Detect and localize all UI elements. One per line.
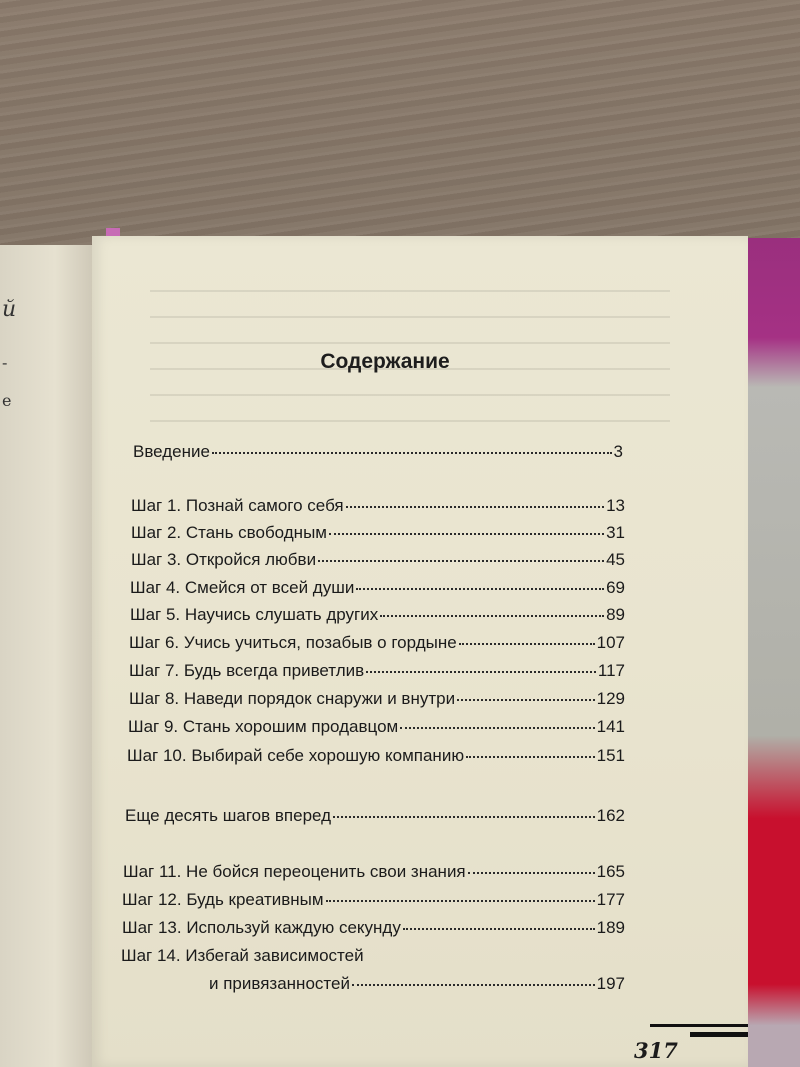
toc-leader-dots	[468, 872, 595, 874]
toc-entry-intro	[133, 442, 623, 462]
toc-leader-dots	[212, 452, 612, 454]
toc-leader-dots	[400, 727, 594, 729]
left-page-fragment: е	[2, 391, 12, 410]
toc-entry-page: 165	[596, 862, 625, 881]
toc-entry	[122, 890, 625, 910]
toc-leader-dots	[403, 928, 595, 930]
toc-entry-page: 89	[606, 605, 625, 624]
toc-entry-page: 141	[596, 717, 625, 736]
toc-entry	[130, 578, 625, 598]
toc-entry-label: Шаг 5. Научись слушать других	[130, 605, 379, 624]
toc-entry-label: Шаг 11. Не бойся переоценить свои знания	[123, 862, 466, 881]
toc-leader-dots	[329, 533, 604, 535]
toc-entry-label: Шаг 9. Стань хорошим продавцом	[128, 717, 399, 736]
toc-entry	[131, 523, 625, 543]
toc-entry	[128, 717, 625, 737]
table-surface	[0, 0, 800, 260]
toc-leader-dots	[346, 506, 604, 508]
toc-entry	[129, 661, 625, 681]
toc-leader-dots	[333, 816, 595, 818]
footer-rule	[690, 1032, 748, 1037]
left-page-fragment: й	[2, 297, 17, 322]
toc-entry-label: Шаг 8. Наведи порядок снаружи и внутри	[129, 689, 456, 708]
toc-entry-page: 189	[596, 918, 625, 937]
toc-entry	[129, 633, 625, 653]
toc-entry-line1	[121, 946, 364, 966]
toc-entry	[127, 746, 625, 766]
toc-entry-label: Шаг 2. Стань свободным	[131, 523, 327, 542]
toc-entry-label: Шаг 6. Учись учиться, позабыв о гордыне	[129, 633, 457, 652]
toc-entry	[131, 496, 625, 516]
left-page-fragment: -	[2, 353, 8, 372]
toc-entry-page: 177	[596, 890, 625, 909]
toc-entry	[129, 689, 625, 709]
toc-leader-dots	[356, 588, 604, 590]
toc-leader-dots	[352, 984, 595, 986]
toc-entry-page: 151	[596, 746, 625, 765]
page-number: 317	[634, 1038, 678, 1063]
left-page	[0, 245, 92, 1067]
toc-leader-dots	[459, 643, 595, 645]
toc-leader-dots	[366, 671, 596, 673]
toc-entry-page: 162	[596, 806, 625, 825]
toc-entry-label: Шаг 1. Познай самого себя	[131, 496, 344, 515]
toc-entry-page: 117	[597, 661, 625, 680]
toc-entry-line2	[209, 974, 625, 994]
toc-entry-label: Еще десять шагов вперед	[125, 806, 332, 825]
toc-entry-page: 129	[596, 689, 625, 708]
toc-entry-label: Шаг 7. Будь всегда приветлив	[129, 661, 365, 680]
toc-entry-label: Шаг 4. Смейся от всей души	[130, 578, 355, 597]
toc-entry-label: Шаг 13. Используй каждую секунду	[122, 918, 401, 937]
toc-entry	[131, 550, 625, 570]
toc-leader-dots	[326, 900, 595, 902]
toc-entry	[123, 862, 625, 882]
toc-entry	[130, 605, 625, 625]
toc-entry-label: Шаг 14. Избегай зависимостей	[121, 946, 364, 965]
toc-entry-label: Введение	[133, 442, 210, 461]
toc-entry-page: 197	[596, 974, 625, 993]
toc-entry-page: 69	[606, 578, 625, 597]
toc-entry-section	[125, 806, 625, 826]
toc-entry-label: Шаг 3. Откройся любви	[131, 550, 317, 569]
toc-entry-page: 107	[596, 633, 625, 652]
toc-entry-page: 3	[613, 442, 623, 461]
toc-entry	[122, 918, 625, 938]
toc-entry-page: 31	[606, 523, 625, 542]
toc-entry-label: Шаг 10. Выбирай себе хорошую компанию	[127, 746, 465, 765]
toc-entry-label: и привязанностей	[209, 974, 350, 993]
toc-entry-label: Шаг 12. Будь креативным	[122, 890, 324, 909]
toc-leader-dots	[457, 699, 595, 701]
toc-leader-dots	[466, 756, 595, 758]
footer-rule	[650, 1024, 748, 1027]
toc-leader-dots	[318, 560, 604, 562]
toc-entry-page: 45	[606, 550, 625, 569]
toc-leader-dots	[380, 615, 604, 617]
toc-entry-page: 13	[606, 496, 625, 515]
toc-title: Содержание	[320, 350, 450, 373]
